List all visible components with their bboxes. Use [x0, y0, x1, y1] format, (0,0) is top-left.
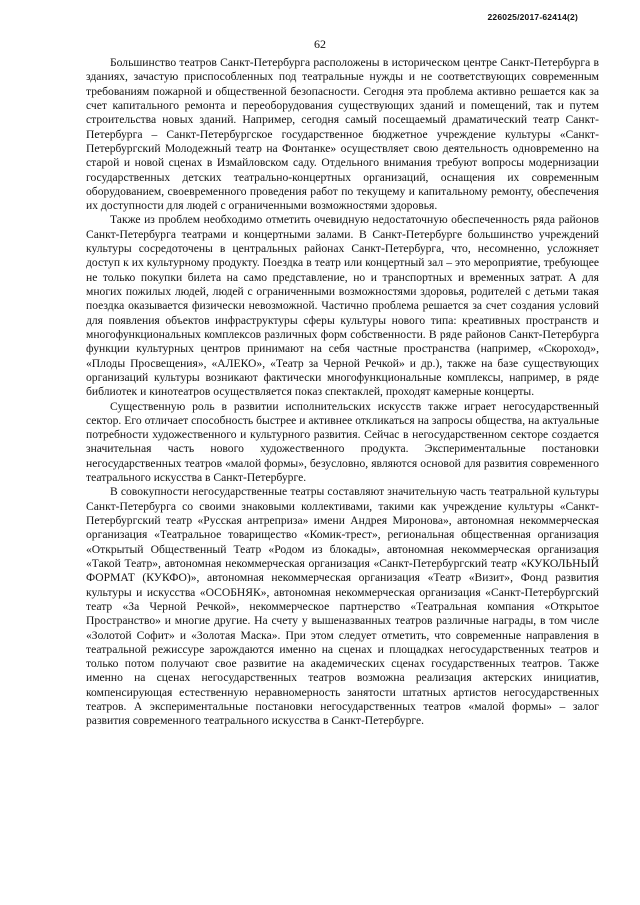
- page-number: 62: [314, 37, 326, 51]
- paragraph-non-state-theatres: В совокупности негосударственные театры составляют значительную часть театральной культуры Санкт-Петербурга со своими знаковыми коллективами, такими как учреждение культуры «Санкт-Петербургский театр «Русская антреприза» имени Андрея Миронова», автономная некоммерческая организация «Театральное товарищество «Комик-трест», региональная общественная организация «Открытый Общественный Театр «Родом из блокады», автономная некоммерческая организация «Такой Театр», автономная некоммерческая организация «Санкт-Петербургский театр «КУКОЛЬНЫЙ ФОРМАТ (КУКФО)», автономная некоммерческая организация «Театр «Визит», Фонд развития культуры и искусства «ОСОБНЯК», автономная некоммерческая организация «Санкт-Петербургский театр «За Черной Речкой», некоммерческое партнерство «Театральная компания «Открытое Пространство» и многие другие. На счету у вышеназванных театров различные награды, в том числе «Золотой Софит» и «Золотая Маска». При этом следует отметить, что современные направления в театральной режиссуре зарождаются именно на сценах и площадках негосударственных театров и только потом получают свое развитие на академических сценах государственных театров. Также именно на сценах негосударственных театров возможна реализация актерских инициатив, компенсирующая естественную неравномерность занятости штатных артистов негосударственных театров. А экспериментальные постановки негосударственных театров «малой формы» – залог развития современного театрального искусства в Санкт-Петербурге.: [86, 485, 599, 728]
- document-registration-number: 226025/2017-62414(2): [487, 12, 578, 22]
- paragraph-non-state-sector: Существенную роль в развитии исполнительских искусств также играет негосударственный сектор. Его отличает способность быстрее и активнее откликаться на запросы общества, на актуальные потребности художественного и культурного развития. Сейчас в негосударственном секторе создается значительная часть нового художественного продукта. Экспериментальные постановки негосударственных театров «малой формы», безусловно, являются основой для развития современного театрального искусства в Санкт-Петербурге.: [86, 399, 599, 485]
- document-body: [86, 56, 599, 729]
- paragraph-theatre-buildings: Большинство театров Санкт-Петербурга расположены в историческом центре Санкт-Петербурга в зданиях, зачастую приспособленных под театральные нужды и не соответствующих современным требованиям пожарной и общественной безопасности. Сегодня эта проблема активно решается как за счет капитального ремонта и переоборудования существующих зданий и помещений, так и путем строительства новых зданий. Например, сегодня самый посещаемый драматический театр Санкт-Петербурга – Санкт-Петербургское государственное бюджетное учреждение культуры «Санкт-Петербургский Молодежный театр на Фонтанке» осуществляет свою деятельность одновременно на старой и новой сценах в Измайловском саду. Отдельного внимания требуют вопросы модернизации государственных детских театрально-концертных организаций, оснащения их современным оборудованием, своевременного проведения работ по текущему и капитальному ремонту, обеспечения их доступности для людей с ограниченными возможностями здоровья.: [86, 56, 599, 213]
- paragraph-district-coverage: Также из проблем необходимо отметить очевидную недостаточную обеспеченность ряда районов Санкт-Петербурга театрами и концертными залами. В Санкт-Петербурге большинство учреждений культуры сосредоточены в центральных районах Санкт-Петербурга, что, несомненно, усложняет доступ к их культурному продукту. Поездка в театр или концертный зал – это мероприятие, требующее не только покупки билета на само представление, но и транспортных и временных затрат. А для многих пожилых людей, людей с ограниченными возможностями здоровья, родителей с детьми такая поездка оказывается физически невозможной. Частично проблема решается за счет создания условий для появления объектов инфраструктуры сферы культуры нового типа: креативных пространств и многофункциональных комплексов различных форм собственности. В ряде районов Санкт-Петербурга функции культурных центров принимают на себя частные пространства (например, «Скороход», «Плоды Просвещения», «АЛЕКО», «Театр за Черной Речкой» и др.), также на базе существующих организаций культуры возникают фактически многофункциональные комплексы, например, в ряде библиотек и кинотеатров осуществляется показ спектаклей, проходят камерные концерты.: [86, 213, 599, 399]
